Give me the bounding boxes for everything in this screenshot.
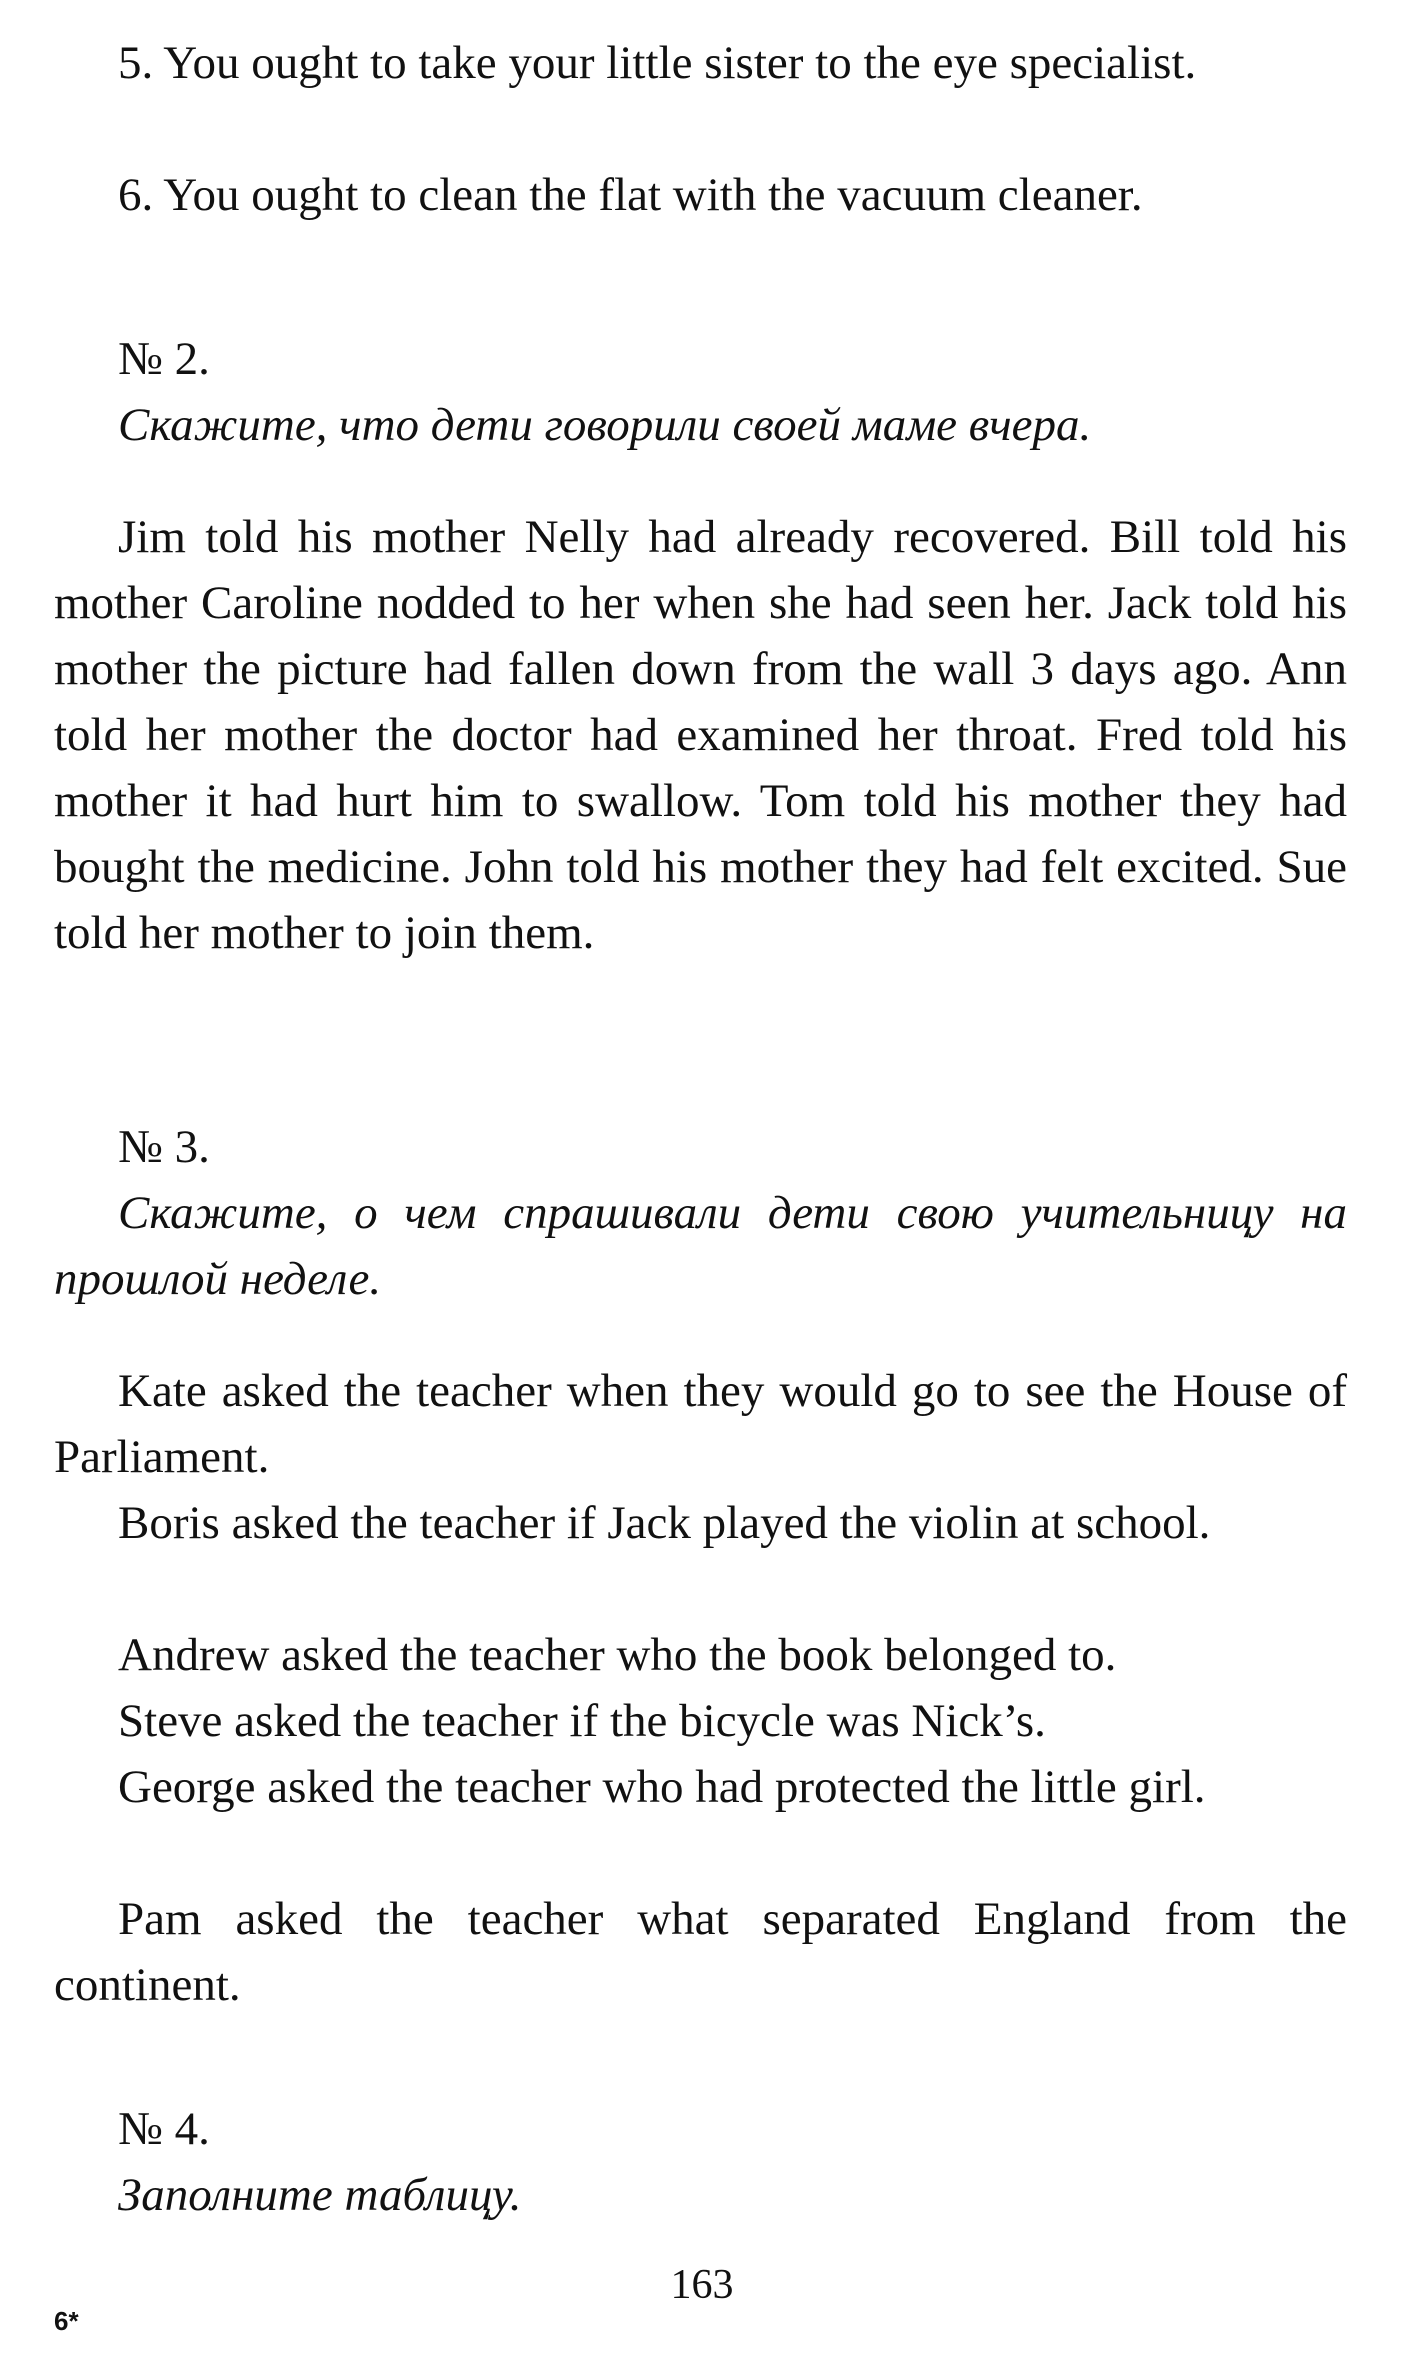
exercise-3-number: № 3. — [118, 1121, 210, 1173]
exercise-3-answer-6: Pam asked the teacher what separated England from the continent. — [54, 1893, 1347, 2011]
exercise-3-task: Скажите, о чем спрашивали дети свою учительницу на прошлой неделе. — [54, 1187, 1347, 1305]
exercise-4-number: № 4. — [118, 2103, 210, 2155]
page-number: 163 — [670, 2262, 734, 2308]
exercise-3-answer-3: Andrew asked the teacher who the book belonged to. — [118, 1629, 1117, 1681]
printer-signature-mark: 6* — [54, 2306, 79, 2336]
item-5: 5. You ought to take your little sister to the eye specialist. — [118, 37, 1197, 89]
exercise-2-task: Скажите, что дети говорили своей маме вчера. — [118, 399, 1092, 451]
exercise-2-answer: Jim told his mother Nelly had already recovered. Bill told his mother Caroline nodded to her when she had seen her. Jack told his mother the picture had fallen down from the wall 3 days ago. Ann told her mother the doctor had examined her throat. Fred told his mother it had hurt him to swallow. Tom told his mother they had bought the medicine. John told his mother they had felt excited. Sue told her mother to join them. — [54, 511, 1347, 959]
item-6: 6. You ought to clean the flat with the vacuum cleaner. — [118, 169, 1143, 221]
exercise-3-answer-2: Boris asked the teacher if Jack played the violin at school. — [118, 1497, 1211, 1549]
exercise-3-answer-1: Kate asked the teacher when they would go to see the House of Parliament. — [54, 1365, 1347, 1483]
exercise-4-task: Заполните таблицу. — [118, 2169, 522, 2221]
exercise-2-number: № 2. — [118, 333, 210, 385]
exercise-3-answer-5: George asked the teacher who had protected the little girl. — [118, 1761, 1206, 1813]
exercise-3-answer-4: Steve asked the teacher if the bicycle was Nick’s. — [118, 1695, 1046, 1747]
